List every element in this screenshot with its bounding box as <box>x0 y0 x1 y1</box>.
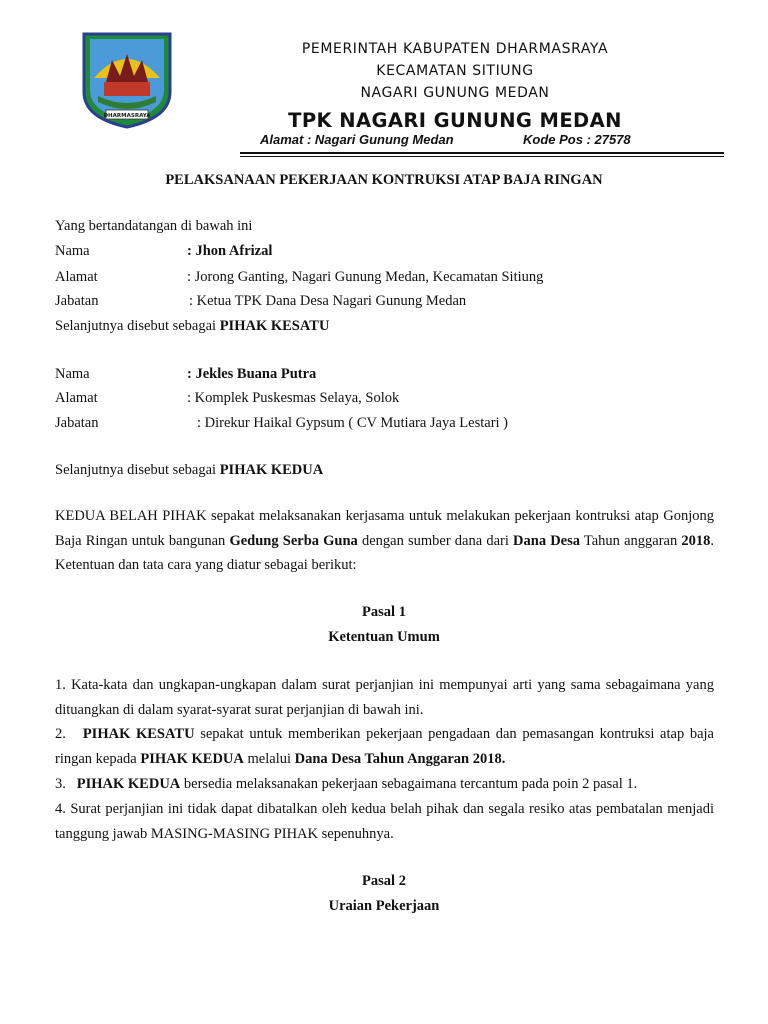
party1-name-label: Nama <box>55 243 90 259</box>
letterhead-district: KECAMATAN SITIUNG <box>376 63 534 79</box>
letterhead-address: Alamat : Nagari Gunung Medan <box>260 132 454 147</box>
letterhead-postal-code: Kode Pos : 27578 <box>523 132 631 147</box>
letterhead-divider-thin <box>240 156 724 157</box>
party1-name-value: : Jhon Afrizal <box>187 243 273 259</box>
pasal2-subheading: Uraian Pekerjaan <box>328 898 440 914</box>
document-title: PELAKSANAAN PEKERJAAN KONTRUKSI ATAP BAJA RINGAN <box>165 172 603 188</box>
agreement-paragraph: KEDUA BELAH PIHAK sepakat melaksanakan kerjasama untuk melakukan pekerjaan kontruksi atap Gonjong Baja Ringan untuk bangunan Gedung Serba Guna dengan sumber dana dari Dana Desa Tahun anggaran 2018. Ketentuan dan tata cara yang diatur sebagai berikut: <box>55 508 714 573</box>
pasal1-item-1: 1. Kata-kata dan ungkapan-ungkapan dalam surat perjanjian ini mempunyai arti yang sama sebagaimana yang dituangkan di dalam syarat-syarat surat perjanjian di bawah ini. <box>55 677 714 718</box>
party1-reference: Selanjutnya disebut sebagai PIHAK KESATU <box>55 318 330 334</box>
party2-position-value: : Direkur Haikal Gypsum ( CV Mutiara Jaya Lestari ) <box>197 415 508 431</box>
pasal1-item-4: 4. Surat perjanjian ini tidak dapat dibatalkan oleh kedua belah pihak dan segala resiko atas pembatalan menjadi tanggung jawab MASING-MASING PIHAK sepenuhnya. <box>55 801 714 842</box>
pasal1-subheading: Ketentuan Umum <box>328 629 440 645</box>
letterhead-title: TPK NAGARI GUNUNG MEDAN <box>288 109 622 132</box>
party1-position-value: : Ketua TPK Dana Desa Nagari Gunung Medan <box>189 293 467 309</box>
party2-address-label: Alamat <box>55 390 98 406</box>
party2-name-label: Nama <box>55 366 90 382</box>
pasal2-heading: Pasal 2 <box>362 873 406 889</box>
party1-address-label: Alamat <box>55 269 98 285</box>
letterhead <box>190 38 720 133</box>
party1-address-value: : Jorong Ganting, Nagari Gunung Medan, Kecamatan Sitiung <box>187 269 544 285</box>
letterhead-divider <box>240 152 724 154</box>
party2-name-value: : Jekles Buana Putra <box>187 366 317 382</box>
party2-position-label: Jabatan <box>55 415 99 431</box>
intro-text: Yang bertandatangan di bawah ini <box>55 218 253 234</box>
pasal1-item-3: 3. PIHAK KEDUA bersedia melaksanakan pekerjaan sebagaimana tercantum pada poin 2 pasal 1. <box>55 776 638 792</box>
dharmasraya-emblem-icon <box>78 30 176 130</box>
letterhead-village: NAGARI GUNUNG MEDAN <box>360 85 550 101</box>
pasal1-item-2: 2. PIHAK KESATU sepakat untuk memberikan pekerjaan pengadaan dan pemasangan kontruksi atap baja ringan kepada PIHAK KEDUA melalui Dana Desa Tahun Anggaran 2018. <box>55 726 714 767</box>
svg-text:DHARMASRAYA: DHARMASRAYA <box>103 113 151 119</box>
party1-position-label: Jabatan <box>55 293 99 309</box>
party2-address-value: : Komplek Puskesmas Selaya, Solok <box>187 390 400 406</box>
letterhead-government: PEMERINTAH KABUPATEN DHARMASRAYA <box>301 41 609 57</box>
pasal1-heading: Pasal 1 <box>362 604 406 620</box>
party2-reference: Selanjutnya disebut sebagai PIHAK KEDUA <box>55 462 324 478</box>
